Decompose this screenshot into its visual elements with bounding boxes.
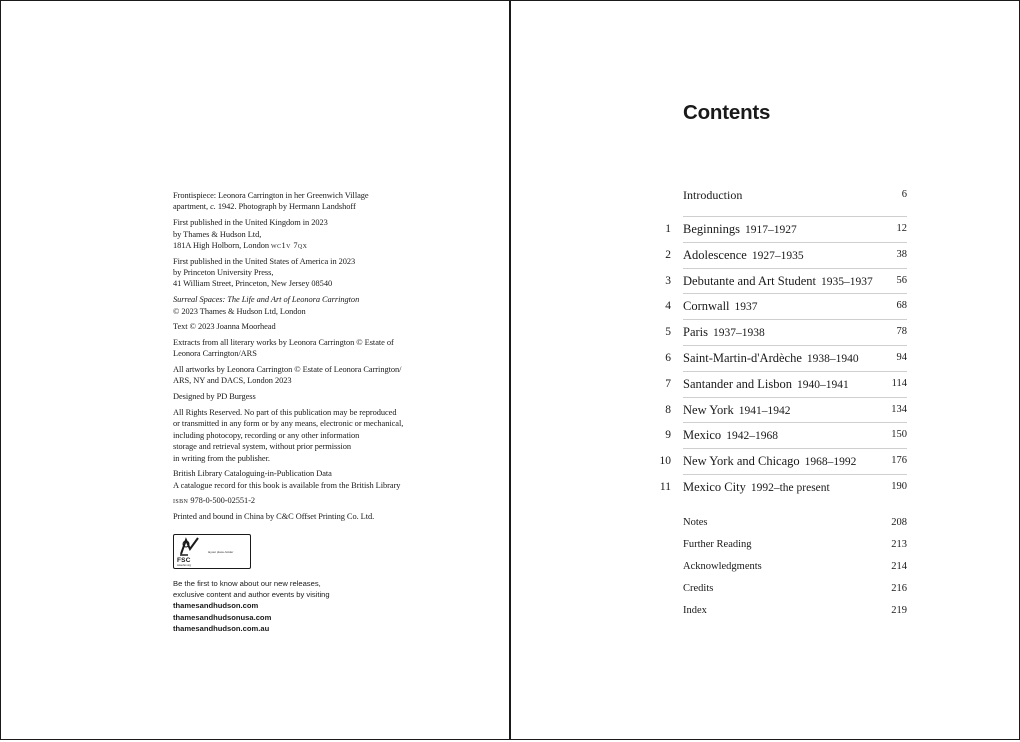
chapter-title: Adolescence <box>683 247 747 262</box>
chapter-years: 1968–1992 <box>804 456 857 469</box>
uk-publication <box>173 217 438 251</box>
chapter-years: 1937 <box>734 301 758 314</box>
toc-entry-page: 6 <box>901 189 907 200</box>
toc-chapters <box>655 217 907 501</box>
chapter-years: 1940–1941 <box>797 378 849 391</box>
chapter-title: Debutante and Art Student <box>683 273 816 288</box>
back-matter-page: 219 <box>891 605 907 616</box>
chapter-title: Saint-Martin-d'Ardèche <box>683 350 802 365</box>
fsc-website: www.fsc.org <box>177 564 191 567</box>
chapter-page: 176 <box>891 455 907 467</box>
chapter-number: 1 <box>665 223 671 235</box>
frontispiece-credit <box>173 190 438 213</box>
chapter-title-line <box>683 351 859 366</box>
toc-entry-introduction[interactable] <box>655 181 907 217</box>
chapter-number: 3 <box>665 274 671 287</box>
chapter-page: 94 <box>896 351 907 363</box>
back-matter-title: Acknowledgments <box>683 561 762 572</box>
chapter-title: New York <box>683 402 734 417</box>
frontispiece-text: Frontispiece: Leonora Carrington in her Greenwich Village apartment, <box>173 191 369 212</box>
isbn-label: isbn <box>173 496 189 506</box>
isbn <box>173 495 438 506</box>
chapter-page: 12 <box>896 223 907 234</box>
toc-introduction <box>655 181 907 217</box>
chapter-title: Paris <box>683 325 708 340</box>
chapter-page: 134 <box>891 403 907 415</box>
toc-entry-chapter[interactable] <box>655 346 907 372</box>
chapter-page: 38 <box>896 248 907 260</box>
chapter-title-line <box>683 454 856 469</box>
chapter-page: 68 <box>896 300 907 312</box>
chapter-years: 1937–1938 <box>713 327 765 340</box>
chapter-page: 150 <box>891 429 907 441</box>
chapter-title: Santander and Lisbon <box>683 376 793 391</box>
chapter-title: Beginnings <box>683 222 740 236</box>
book-copyright-line: © 2023 Thames & Hudson Ltd, London <box>173 306 306 316</box>
printer-credit: Printed and bound in China by C&C Offset Printing Co. Ltd. <box>173 512 375 522</box>
imprint-text <box>173 190 438 527</box>
back-matter-title: Further Reading <box>683 539 752 550</box>
promo-line-1: Be the first to know about our new releases, <box>173 579 321 588</box>
toc-entry-chapter[interactable] <box>655 449 907 475</box>
chapter-number: 6 <box>665 351 671 364</box>
fsc-placeholder-label: layout place-holder <box>208 550 234 554</box>
back-matter-title: Index <box>683 605 707 616</box>
back-matter-page: 213 <box>891 539 907 550</box>
chapter-number: 10 <box>659 455 671 468</box>
chapter-years: 1935–1937 <box>820 275 873 288</box>
designer-credit: Designed by PD Burgess <box>173 392 256 402</box>
chapter-title-line <box>683 428 778 443</box>
toc-entry-back-matter[interactable] <box>655 600 907 622</box>
chapter-number: 9 <box>665 429 671 442</box>
chapter-page: 56 <box>896 274 907 286</box>
chapter-number: 4 <box>665 300 671 313</box>
artworks-copyright: All artworks by Leonora Carrington © Estate of Leonora Carrington/ ARS, NY and DACS, London 2023 <box>173 365 402 386</box>
uk-publication-text: First published in the United Kingdom in 2023 by Thames & Hudson Ltd, 181A High Holborn, London <box>173 218 328 250</box>
cip-data: British Library Cataloguing-in-Publication Data A catalogue record for this book is available from the British Library <box>173 469 401 490</box>
toc-entry-chapter[interactable] <box>655 269 907 295</box>
toc-entry-title: Introduction <box>683 188 743 202</box>
toc-entry-chapter[interactable] <box>655 217 907 243</box>
back-matter-page: 214 <box>891 561 907 572</box>
promo-url-au[interactable]: thamesandhudson.com.au <box>173 623 270 633</box>
chapter-years: 1938–1940 <box>806 352 859 365</box>
chapter-title-line <box>683 222 797 237</box>
toc-entry-chapter[interactable] <box>655 423 907 449</box>
toc-entry-back-matter[interactable] <box>655 534 907 556</box>
chapter-number: 8 <box>665 403 671 416</box>
chapter-title: Cornwall <box>683 299 730 314</box>
toc-entry-chapter[interactable] <box>655 475 907 501</box>
back-matter-title: Notes <box>683 517 708 528</box>
chapter-title-line <box>683 480 830 495</box>
chapter-title-line <box>683 377 849 392</box>
chapter-years: 1942–1968 <box>726 430 778 443</box>
fsc-mark: FSC <box>177 557 191 564</box>
extracts-copyright: Extracts from all literary works by Leonora Carrington © Estate of Leonora Carrington/ARS <box>173 337 394 359</box>
chapter-years: 1992–the present <box>750 481 830 494</box>
toc-entry-chapter[interactable] <box>655 243 907 269</box>
chapter-title-line <box>683 274 873 289</box>
frontispiece-photo-credit: 1942. Photograph by Hermann Landshoff <box>215 202 356 212</box>
chapter-number: 7 <box>665 377 671 390</box>
chapter-title-line <box>683 403 790 418</box>
publisher-promo <box>173 578 433 634</box>
text-copyright: Text © 2023 Joanna Moorhead <box>173 322 276 332</box>
toc-entry-back-matter[interactable] <box>655 512 907 534</box>
toc-entry-chapter[interactable] <box>655 372 907 398</box>
book-title: Surreal Spaces: The Life and Art of Leonora Carrington <box>173 295 360 305</box>
chapter-years: 1917–1927 <box>744 224 797 236</box>
chapter-years: 1927–1935 <box>751 249 804 262</box>
chapter-title-line <box>683 248 804 263</box>
toc-entry-back-matter[interactable] <box>655 578 907 600</box>
chapter-page: 114 <box>891 377 907 389</box>
chapter-years: 1941–1942 <box>738 404 791 417</box>
circa-abbrev: c. <box>210 202 216 212</box>
toc-entry-chapter[interactable] <box>655 320 907 346</box>
toc-entry-back-matter[interactable] <box>655 556 907 578</box>
promo-url-us[interactable]: thamesandhudsonusa.com <box>173 612 272 622</box>
fsc-logo <box>173 534 251 569</box>
chapter-page: 78 <box>896 326 907 338</box>
toc-back-matter <box>655 512 907 622</box>
toc-entry-chapter[interactable] <box>655 398 907 424</box>
chapter-title-line <box>683 325 765 340</box>
promo-line-2: exclusive content and author events by visiting <box>173 590 330 600</box>
chapter-title: Mexico City <box>683 479 746 494</box>
rights-notice: All Rights Reserved. No part of this publication may be reproduced or transmitted in any form or by any means, electronic or mechanical, including photocopy, recording or any other information storage and retrieval system, without prior permission in writing from the publisher. <box>173 407 404 463</box>
us-publication: First published in the United States of America in 2023 by Princeton University Press, 41 William Street, Princeton, New Jersey 08540 <box>173 256 356 289</box>
chapter-title: New York and Chicago <box>683 454 800 469</box>
fsc-tree-check-icon <box>177 537 203 557</box>
toc-entry-chapter[interactable] <box>655 294 907 320</box>
chapter-page: 190 <box>891 480 907 492</box>
contents-heading: Contents <box>683 101 771 124</box>
back-matter-page: 216 <box>891 583 907 594</box>
uk-postcode: wc1v 7qx <box>271 240 308 250</box>
chapter-title-line <box>683 299 758 314</box>
back-matter-page: 208 <box>891 517 907 528</box>
back-matter-title: Credits <box>683 583 714 594</box>
chapter-number: 11 <box>659 480 671 493</box>
book-copyright <box>173 294 438 317</box>
promo-url-uk[interactable]: thamesandhudson.com <box>173 601 259 611</box>
chapter-number: 2 <box>665 248 671 261</box>
chapter-title: Mexico <box>683 428 722 443</box>
chapter-number: 5 <box>665 326 671 339</box>
isbn-value: 978-0-500-02551-2 <box>188 496 256 506</box>
